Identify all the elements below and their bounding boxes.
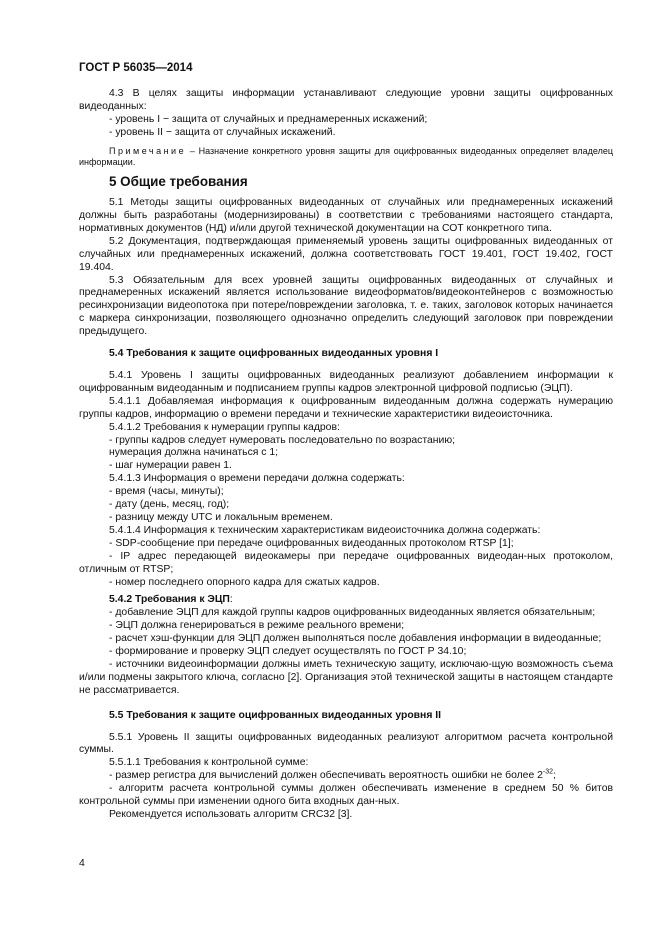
list-item: - шаг нумерации равен 1. [109,460,232,472]
list-item-text: - размер регистра для вычислений должен обеспечивать вероятность ошибки не более 2 [109,770,543,782]
paragraph-5-3: 5.3 Обязательным для всех уровней защиты оцифрованных видеоданных от случайных и преднамеренных искажений является использование видеоформатов/видеоконтейнеров с возможностью ресинхронизации видеопотока при потере/повреждении заголовка, т. е. таких, заголовок которых начинается с маркера синхронизации, позволяющего однозначно определить следующий заголовок при повреждении предыдущего. [79,274,613,338]
list-item: - IP адрес передающей видеокамеры при передаче оцифрованных видеодан-ных протоколом, отличным от RTSP; [79,550,613,575]
page-number: 4 [79,858,85,869]
list-item: - формирование и проверку ЭЦП следует осуществлять по ГОСТ Р 34.10; [109,646,467,658]
list-item: - SDP-сообщение при передаче оцифрованных видеоданных протоколом RTSP [1]; [109,537,514,549]
paragraph-5-4-1-2: 5.4.1.2 Требования к нумерации группы кадров: [109,421,340,433]
paragraph-5-5-1: 5.5.1 Уровень II защиты оцифрованных видеоданных реализуют алгоритмом расчета контрольной суммы. [79,731,613,756]
list-item: - время (часы, минуты); [109,486,224,498]
section-heading-5: 5 Общие требования [109,174,248,190]
list-item: - дату (день, месяц, год); [109,499,230,511]
paragraph-5-1: 5.1 Методы защиты оцифрованных видеоданных от случайных или преднамеренных искажений должны быть разработаны (модернизированы) в соответствии с требованиями настоящего стандарта, нормативных документов (НД) и/или другой технической документации на СОТ конкретного типа. [79,197,613,234]
list-item: - разницу между UTC и локальным временем. [109,511,333,523]
list-item: - добавление ЭЦП для каждой группы кадров оцифрованных видеоданных является обязательным; [109,607,596,619]
list-item: - расчет хэш-функции для ЭЦП должен выполняться после добавления информации в видеоданные; [109,633,602,645]
section-heading-5-4: 5.4 Требования к защите оцифрованных видеоданных уровня I [109,348,439,360]
paragraph-5-5-1-1: 5.5.1.1 Требования к контрольной сумме: [109,757,309,769]
paragraph-4-3: 4.3 В целях защиты информации устанавливают следующие уровни защиты оцифрованных видеоданных: [79,88,613,112]
paragraph-5-4-2 [79,594,613,607]
note-text: – Назначение конкретного уровня защиты для оцифрованных видеоданных определяет владелец информации. [79,145,613,167]
note-label: Примечание [109,145,187,156]
exponent: -32 [542,768,554,776]
list-item: - алгоритм расчета контрольной суммы должен обеспечивать изменение в среднем 50 % битов контрольной суммы при изменении одного бита входных дан-ных. [79,783,613,808]
list-item: - ЭЦП должна генерироваться в режиме реального времени; [109,620,405,632]
subheading-5-4-2: 5.4.2 Требования к ЭЦП [109,594,230,606]
list-item: - номер последнего опорного кадра для сжатых кадров. [109,576,380,588]
colon: : [229,594,233,606]
paragraph-recommendation: Рекомендуется использовать алгоритм CRC32 [3]. [109,809,353,820]
list-item: - группы кадров следует нумеровать последовательно по возрастанию; [109,434,456,446]
list-item: - уровень I − защита от случайных и преднамеренных искажений; [109,113,428,125]
list-item: нумерация должна начинаться с 1; [109,447,279,459]
list-item [79,770,613,783]
section-heading-5-5: 5.5 Требования к защите оцифрованных видеоданных уровня II [109,709,442,721]
document-header: ГОСТ Р 56035—2014 [79,62,193,74]
list-item: - источники видеоинформации должны иметь техническую защиту, исключаю-щую возможность съема и/или подмены закрытого ключа, согласно [2]. Организация этой технической защиты в настоящем стандарте не рассматривается. [79,658,613,696]
paragraph-5-4-1-4: 5.4.1.4 Информация к техническим характеристикам видеоисточника должна содержать: [109,524,541,536]
paragraph-5-4-1-1: 5.4.1.1 Добавляемая информация к оцифрованным видеоданным должна содержать нумерацию группы кадров, информацию о времени передачи и технические характеристики видеоисточника. [79,395,613,420]
paragraph-5-4-1: 5.4.1 Уровень I защиты оцифрованных видеоданных реализуют добавлением информации к оцифрованным видеоданным и подписанием группы кадров электронной цифровой подписью (ЭЦП). [79,370,613,394]
semicolon: ; [553,770,556,782]
paragraph-5-4-1-3: 5.4.1.3 Информация о времени передачи должна содержать: [109,473,405,485]
paragraph-5-2: 5.2 Документация, подтверждающая применяемый уровень защиты оцифрованных видеоданных от случайных или преднамеренных искажений, должна соответствовать ГОСТ 19.401, ГОСТ 19.402, ГОСТ 19.404. [79,235,613,273]
document-body [79,88,613,822]
note [79,146,613,169]
list-item: - уровень II − защита от случайных искажений. [109,126,336,138]
